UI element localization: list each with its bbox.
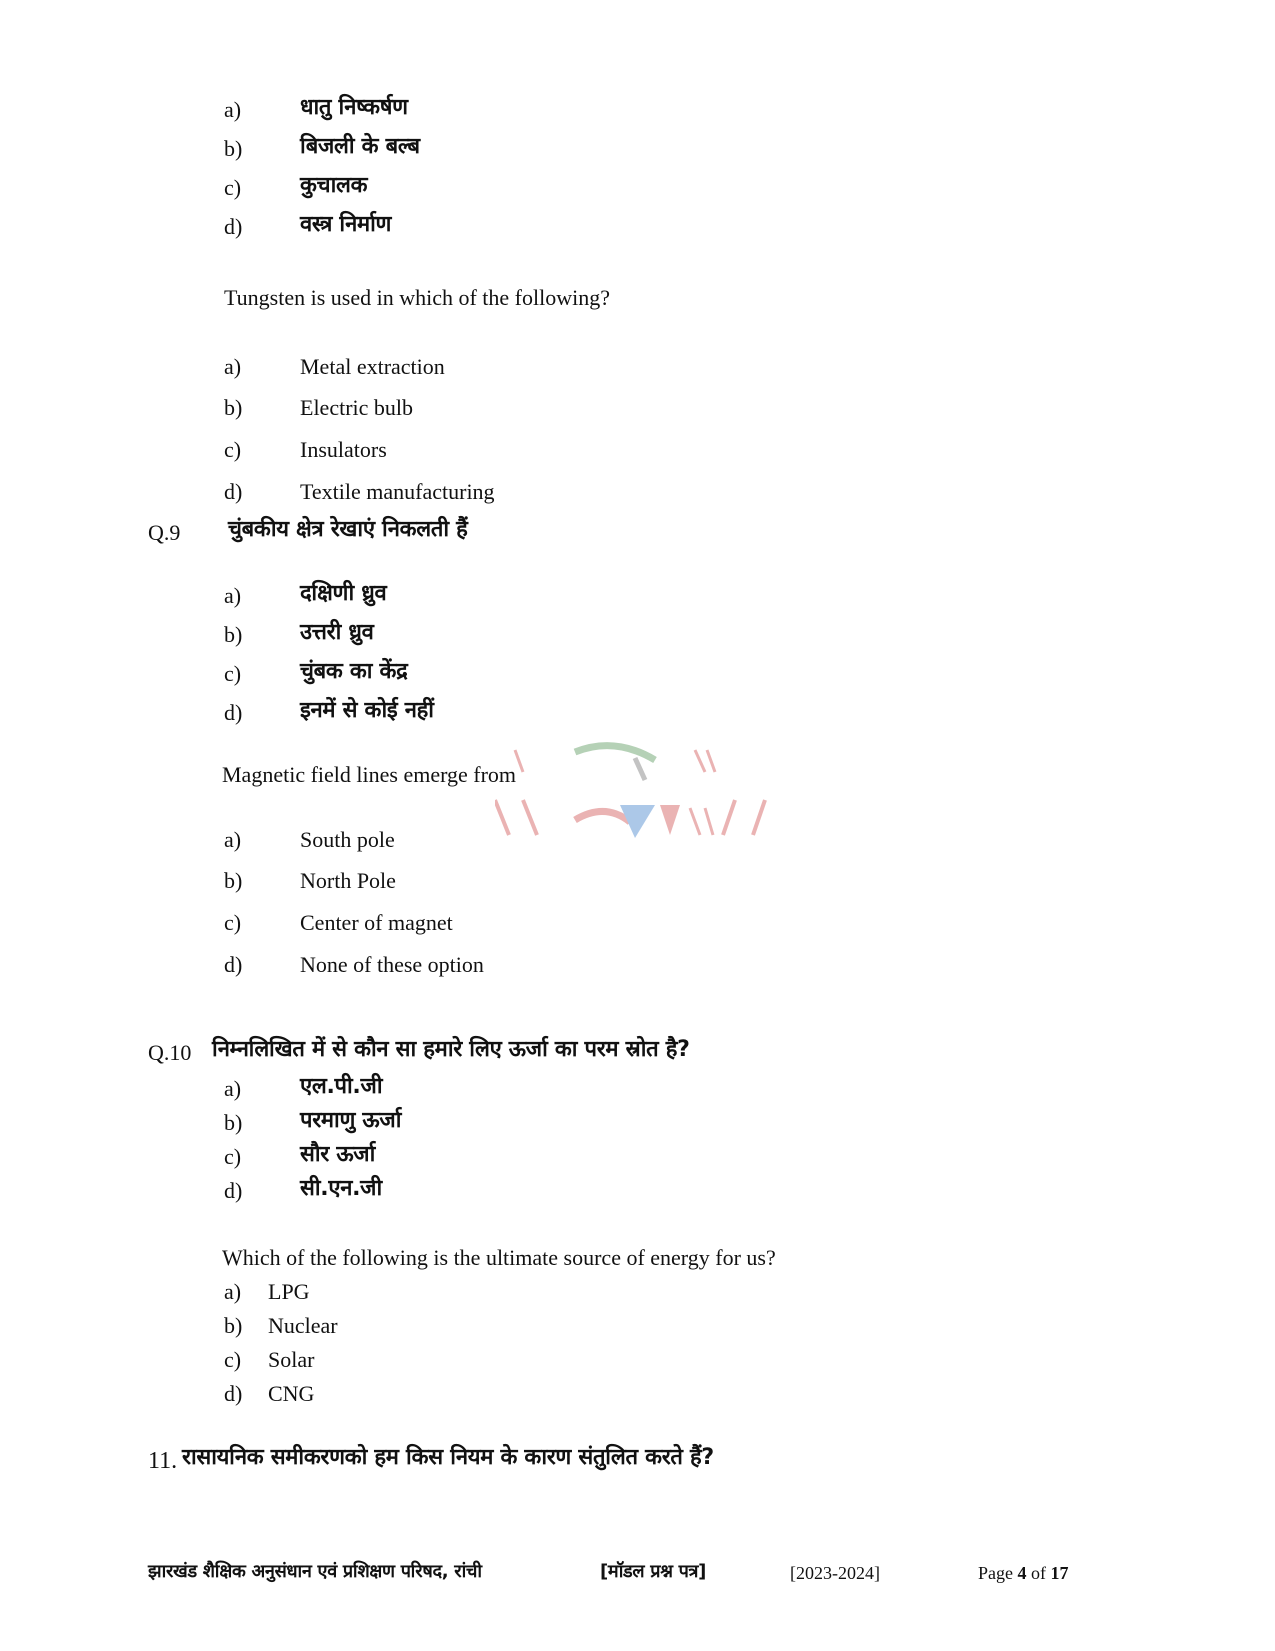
- jcert-logo-watermark-icon: [495, 740, 815, 845]
- q10-number: Q.10: [148, 1040, 192, 1065]
- footer-page-number: [978, 1561, 1069, 1585]
- option-label: b): [224, 1110, 243, 1135]
- option-text: Nuclear: [268, 1313, 338, 1338]
- q8-english-question: Tungsten is used in which of the following?: [224, 285, 610, 310]
- option-text: चुंबक का केंद्र: [300, 659, 408, 684]
- option-label: a): [224, 97, 242, 122]
- option-label: a): [224, 827, 242, 852]
- option-label: b): [224, 868, 243, 893]
- option-text: एल.पी.जी: [300, 1074, 383, 1099]
- page-total: 17: [1050, 1563, 1069, 1583]
- option-text: Textile manufacturing: [300, 479, 495, 504]
- option-text: धातु निष्कर्षण: [300, 95, 408, 120]
- q9-hindi-question: चुंबकीय क्षेत्र रेखाएं निकलती हैं: [228, 517, 468, 542]
- option-text: वस्त्र निर्माण: [300, 212, 392, 237]
- option-label: d): [224, 214, 243, 239]
- option-text: Electric bulb: [300, 395, 414, 420]
- q9-english-question: Magnetic field lines emerge from: [222, 762, 517, 787]
- option-text: South pole: [300, 827, 395, 852]
- option-text: None of these option: [300, 952, 484, 977]
- footer-institution: झारखंड शैक्षिक अनुसंधान एवं प्रशिक्षण परिषद, रांची: [148, 1561, 482, 1582]
- q10-hindi-question: निम्नलिखित में से कौन सा हमारे लिए ऊर्जा का परम स्रोत है?: [212, 1037, 690, 1062]
- page-word: Page: [978, 1563, 1013, 1583]
- option-text: Center of magnet: [300, 910, 453, 935]
- option-text: Insulators: [300, 437, 387, 462]
- option-label: a): [224, 1076, 242, 1101]
- option-text: सौर ऊर्जा: [300, 1142, 376, 1167]
- option-text: कुचालक: [300, 173, 368, 198]
- footer-session: [2023-2024]: [790, 1563, 880, 1583]
- option-label: d): [224, 479, 243, 504]
- option-label: a): [224, 354, 242, 379]
- option-label: d): [224, 700, 243, 725]
- option-label: a): [224, 1279, 242, 1304]
- option-label: b): [224, 622, 243, 647]
- option-label: c): [224, 910, 242, 935]
- option-text: बिजली के बल्ब: [300, 134, 420, 159]
- option-text: इनमें से कोई नहीं: [300, 698, 434, 723]
- option-label: a): [224, 583, 242, 608]
- page-of: of: [1031, 1563, 1046, 1583]
- q11-number: 11.: [148, 1448, 178, 1474]
- option-text: Solar: [268, 1347, 315, 1372]
- page-current: 4: [1017, 1563, 1027, 1583]
- option-label: d): [224, 1178, 243, 1203]
- option-label: c): [224, 175, 242, 200]
- option-label: c): [224, 1347, 242, 1372]
- option-text: Metal extraction: [300, 354, 445, 379]
- option-text: सी.एन.जी: [300, 1176, 382, 1201]
- option-label: c): [224, 661, 242, 686]
- option-label: d): [224, 952, 243, 977]
- option-text: उत्तरी ध्रुव: [300, 620, 374, 645]
- footer-paper-type: [मॉडल प्रश्न पत्र]: [600, 1561, 707, 1582]
- option-label: c): [224, 437, 242, 462]
- option-text: दक्षिणी ध्रुव: [300, 581, 387, 606]
- q11-hindi-question: रासायनिक समीकरणको हम किस नियम के कारण संतुलित करते हैं?: [182, 1445, 714, 1470]
- option-text: CNG: [268, 1381, 315, 1406]
- option-text: LPG: [268, 1279, 310, 1304]
- q10-english-question: Which of the following is the ultimate source of energy for us?: [222, 1245, 776, 1270]
- option-text: परमाणु ऊर्जा: [300, 1108, 402, 1133]
- option-label: c): [224, 1144, 242, 1169]
- option-label: b): [224, 136, 243, 161]
- option-text: North Pole: [300, 868, 396, 893]
- option-label: d): [224, 1381, 243, 1406]
- q9-number: Q.9: [148, 520, 181, 545]
- option-label: b): [224, 1313, 243, 1338]
- option-label: b): [224, 395, 243, 420]
